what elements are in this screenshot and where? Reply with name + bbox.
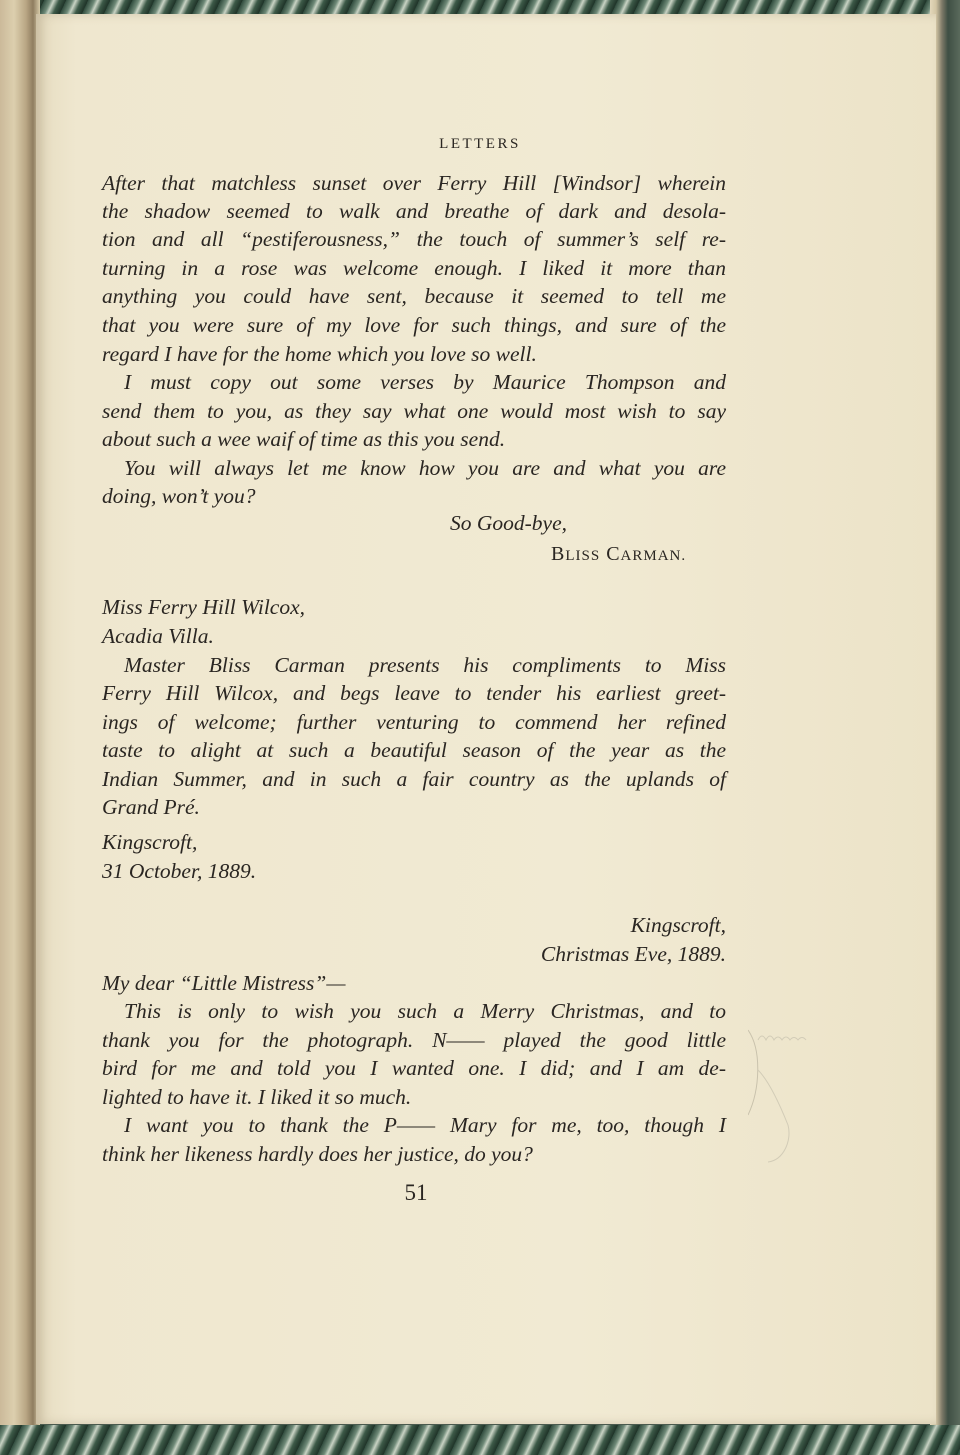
letter1-line: about such a wee waif of time as this you send.	[102, 427, 506, 451]
letter3-line: think her likeness hardly does her justice, do you?	[102, 1142, 533, 1166]
book-gutter	[0, 0, 40, 1455]
letter2-line: Master Bliss Carman presents his compliments to Miss	[124, 653, 726, 677]
letter3-date: Christmas Eve, 1889.	[540, 942, 726, 966]
letter2-line: Grand Pré.	[102, 795, 200, 819]
letter1-closing: So Good-bye,	[450, 511, 568, 535]
letter2-place: Kingscroft,	[102, 830, 198, 854]
letter1-line: the shadow seemed to walk and breathe of dark and desola-	[102, 199, 726, 223]
letter2-line: Ferry Hill Wilcox, and begs leave to tender his earliest greet-	[102, 681, 726, 705]
letter3-salutation: My dear “Little Mistress”—	[102, 971, 346, 995]
letter2-address-line: Miss Ferry Hill Wilcox,	[102, 595, 306, 619]
letter1-line: turning in a rose was welcome enough. I liked it more than	[102, 256, 726, 280]
letter1-line: anything you could have sent, because it seemed to tell me	[102, 284, 726, 308]
letter1-line: You will always let me know how you are and what you are	[124, 456, 726, 480]
letter2-line: ings of welcome; further venturing to commend her refined	[102, 710, 726, 734]
letter1-line: tion and all “pestiferousness,” the touch of summer’s self re-	[102, 227, 726, 251]
letter1-line: After that matchless sunset over Ferry Hill [Windsor] wherein	[102, 171, 726, 195]
letter2-line: taste to alight at such a beautiful season of the year as the	[102, 738, 726, 762]
letter2-line: Indian Summer, and in such a fair country as the uplands of	[102, 767, 726, 791]
letter3-place: Kingscroft,	[630, 913, 726, 937]
page-number: 51	[404, 1180, 428, 1205]
letter1-line: send them to you, as they say what one would most wish to say	[102, 399, 726, 423]
letter3-line: bird for me and told you I wanted one. I did; and I am de-	[102, 1056, 726, 1080]
letter1-line: that you were sure of my love for such things, and sure of the	[102, 313, 726, 337]
letter3-line: This is only to wish you such a Merry Christmas, and to	[124, 999, 726, 1023]
letter1-line: I must copy out some verses by Maurice Thompson and	[124, 370, 726, 394]
letter2-date: 31 October, 1889.	[102, 859, 257, 883]
marbled-bottom-edge	[0, 1425, 960, 1455]
letter1-line: regard I have for the home which you love so well.	[102, 342, 537, 366]
pencil-annotation	[748, 1020, 848, 1170]
letter3-line: thank you for the photograph. N—— played the good little	[102, 1028, 726, 1052]
letter2-address-line: Acadia Villa.	[102, 624, 214, 648]
running-head: LETTERS	[439, 136, 521, 152]
letter1-line: doing, won’t you?	[102, 484, 256, 508]
letter3-line: I want you to thank the P—— Mary for me, too, though I	[124, 1113, 726, 1137]
letter3-line: lighted to have it. I liked it so much.	[102, 1085, 412, 1109]
letter1-signature: BLISS CARMAN.	[551, 543, 687, 565]
